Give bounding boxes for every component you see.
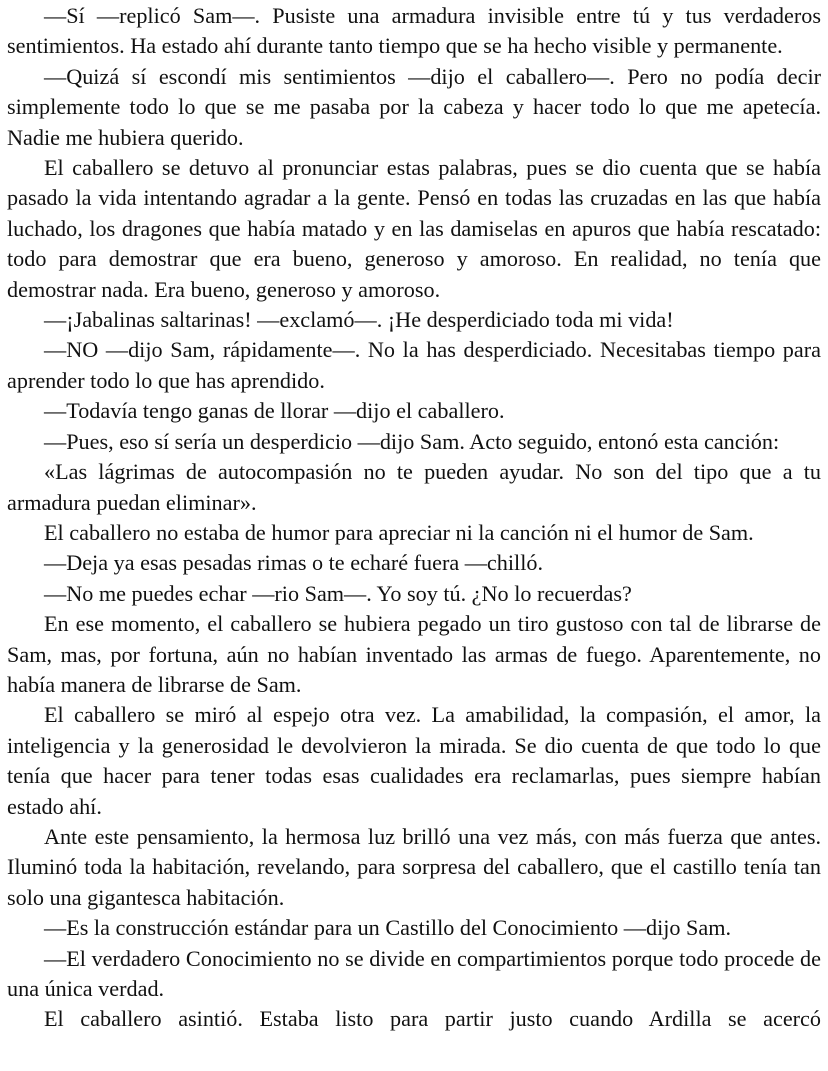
paragraph: El caballero no estaba de humor para apreciar ni la canción ni el humor de Sam.: [44, 519, 754, 545]
paragraph: «Las lágrimas de autocompasión no te pueden ayudar. No son del tipo que a tu armadura puedan eliminar».: [7, 459, 821, 515]
paragraph: —NO —dijo Sam, rápidamente—. No la has desperdiciado. Necesitabas tiempo para aprender todo lo que has aprendido.: [7, 337, 821, 393]
paragraph: Ante este pensamiento, la hermosa luz brilló una vez más, con más fuerza que antes. Iluminó toda la habitación, revelando, para sorpresa del caballero, que el castillo tenía tan solo una gigantesca habitación.: [7, 823, 821, 910]
paragraph-continued: El caballero asintió. Estaba listo para partir justo cuando Ardilla se acercó: [44, 1006, 821, 1032]
paragraph: En ese momento, el caballero se hubiera pegado un tiro gustoso con tal de librarse de Sam, mas, por fortuna, aún no habían inventado las armas de fuego. Aparentemente, no había manera de librarse de Sam.: [7, 611, 821, 697]
paragraph: —Quizá sí escondí mis sentimientos —dijo el caballero—. Pero no podía decir simplemente todo lo que se me pasaba por la cabeza y hacer todo lo que me apetecía. Nadie me hubiera querido.: [7, 63, 821, 150]
document-page: [7, 1, 821, 1035]
paragraph: —¡Jabalinas saltarinas! —exclamó—. ¡He desperdiciado toda mi vida!: [44, 307, 674, 333]
paragraph: —Deja ya esas pesadas rimas o te echaré fuera —chilló.: [44, 550, 544, 576]
paragraph: —Sí —replicó Sam—. Pusiste una armadura invisible entre tú y tus verdaderos sentimientos. Ha estado ahí durante tanto tiempo que se ha hecho visible y permanente.: [7, 3, 821, 59]
paragraph: —Pues, eso sí sería un desperdicio —dijo Sam. Acto seguido, entonó esta canción:: [44, 428, 780, 454]
paragraph: El caballero se miró al espejo otra vez. La amabilidad, la compasión, el amor, la inteligencia y la generosidad le devolvieron la mirada. Se dio cuenta de que todo lo que tenía que hacer para tener todas esas cualidades era reclamarlas, pues siempre habían estado ahí.: [7, 702, 821, 819]
paragraph: —No me puedes echar —rio Sam—. Yo soy tú. ¿No lo recuerdas?: [44, 580, 632, 606]
paragraph: —El verdadero Conocimiento no se divide en compartimientos porque todo procede de una única verdad.: [7, 945, 821, 1001]
paragraph: —Todavía tengo ganas de llorar —dijo el caballero.: [44, 398, 505, 424]
paragraph: —Es la construcción estándar para un Castillo del Conocimiento —dijo Sam.: [44, 915, 732, 941]
paragraph: El caballero se detuvo al pronunciar estas palabras, pues se dio cuenta que se había pasado la vida intentando agradar a la gente. Pensó en todas las cruzadas en las que había luchado, los dragones que había matado y en las damiselas en apuros que había rescatado: todo para demostrar que era bueno, generoso y amoroso. En realidad, no tenía que demostrar nada. Era bueno, generoso y amoroso.: [7, 155, 821, 302]
